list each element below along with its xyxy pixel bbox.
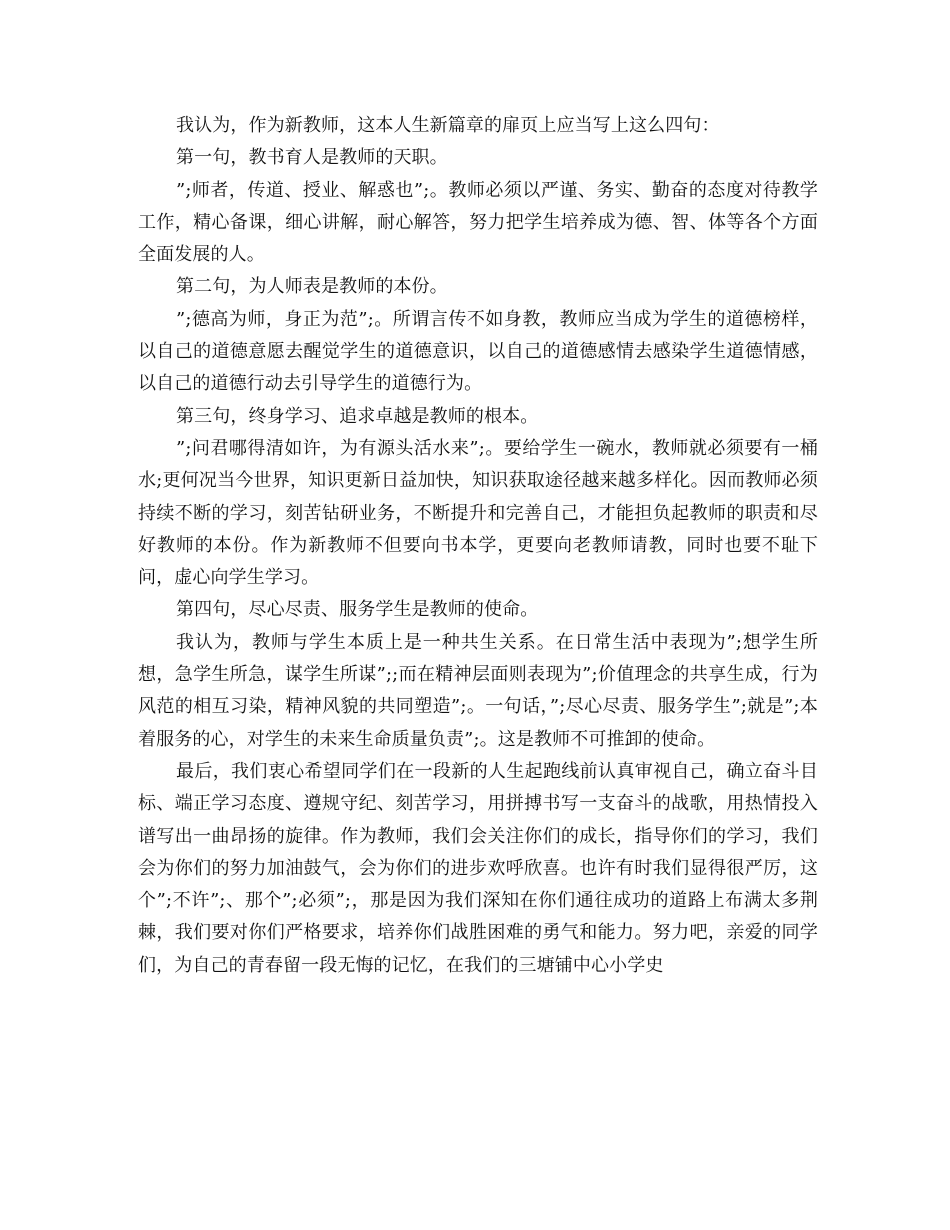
paragraph-third-point-body: ”;问君哪得清如许，为有源头活水来”;。要给学生一碗水，教师就必须要有一桶水;更何况当今世界，知识更新日益加快，知识获取途径越来越多样化。因而教师必须持续不断的学习，刻苦钻研业务，不断提升和完善自己，才能担负起教师的职责和尽好教师的本份。作为新教师不但要向书本学，更要向老教师请教，同时也要不耻下问，虚心向学生学习。 <box>138 437 818 589</box>
paragraph-third-point-title: 第三句，终身学习、追求卓越是教师的根本。 <box>176 405 539 427</box>
paragraph-first-point-title: 第一句，教书育人是教师的天职。 <box>176 147 448 169</box>
paragraph-second-point-body: ”;德高为师，身正为范”;。所谓言传不如身教，教师应当成为学生的道德榜样，以自己的道德意愿去醒觉学生的道德意识，以自己的道德感情去感染学生道德情感，以自己的道德行动去引导学生的道德行为。 <box>138 308 818 395</box>
paragraph-second-point-title: 第二句，为人师表是教师的本份。 <box>176 276 448 298</box>
paragraph-first-point-body: ”;师者，传道、授业、解惑也”;。教师必须以严谨、务实、勤奋的态度对待教学工作，精心备课，细心讲解，耐心解答，努力把学生培养成为德、智、体等各个方面全面发展的人。 <box>138 179 818 266</box>
paragraph-intro: 我认为，作为新教师，这本人生新篇章的扉页上应当写上这么四句： <box>176 115 720 136</box>
paragraph-conclusion: 最后，我们衷心希望同学们在一段新的人生起跑线前认真审视自己，确立奋斗目标、端正学习态度、遵规守纪、刻苦学习，用拼搏书写一支奋斗的战歌，用热情投入谱写出一曲昂扬的旋律。作为教师，我们会关注你们的成长，指导你们的学习，我们会为你们的努力加油鼓气，会为你们的进步欢呼欣喜。也许有时我们显得很严厉，这个”;不许”;、那个”;必须”;，那是因为我们深知在你们通往成功的道路上布满太多荆棘，我们要对你们严格要求，培养你们战胜困难的勇气和能力。努力吧，亲爱的同学们，为自己的青春留一段无悔的记忆，在我们的三塘铺中心小学史 <box>138 760 818 976</box>
paragraph-fourth-point-body: 我认为，教师与学生本质上是一种共生关系。在日常生活中表现为”;想学生所想，急学生所急，谋学生所谋”;;而在精神层面则表现为”;价值理念的共享生成，行为风范的相互习染，精神风貌的共同塑造”;。一句话，”;尽心尽责、服务学生”;就是”;本着服务的心，对学生的未来生命质量负责”;。这是教师不可推卸的使命。 <box>138 631 818 750</box>
document-body <box>138 110 818 982</box>
paragraph-fourth-point-title: 第四句，尽心尽责、服务学生是教师的使命。 <box>176 599 539 621</box>
